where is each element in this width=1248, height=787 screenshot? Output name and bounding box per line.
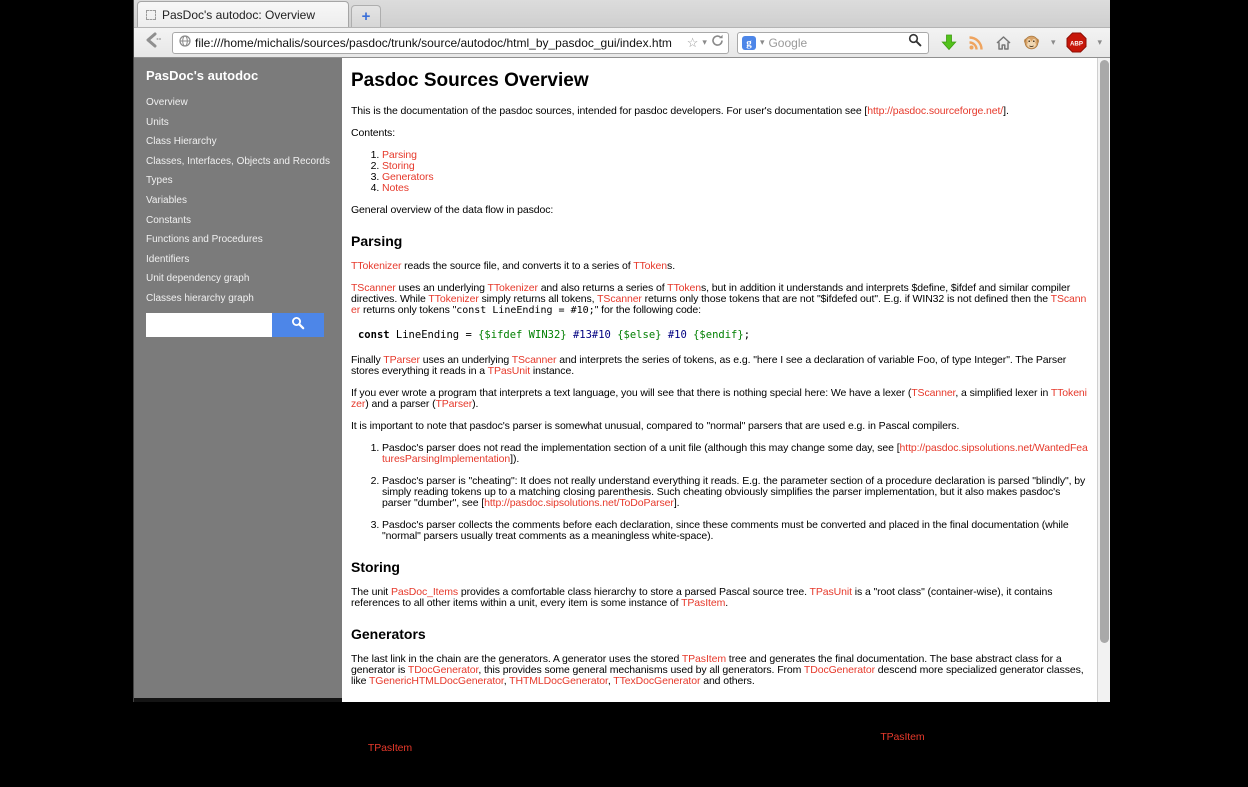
- list-item: [382, 150, 1089, 161]
- paragraph: [351, 261, 1089, 272]
- paragraph: [351, 205, 1089, 216]
- text-run: returns only those tokens that are not "$ifdefed out". E.g. if WIN32 is not defined then the: [641, 293, 1051, 305]
- section-heading: Generators: [350, 626, 426, 642]
- back-arrow-icon: [144, 31, 162, 54]
- doc-link[interactable]: Generators: [381, 171, 434, 183]
- paragraph: [351, 421, 1089, 432]
- doc-link[interactable]: THTMLDocGenerator: [509, 675, 608, 687]
- search-magnifier-icon[interactable]: [908, 33, 922, 52]
- paragraph: [351, 732, 1089, 754]
- text-run: ).: [472, 398, 479, 410]
- text-run: provides a comfortable class hierarchy to store a parsed Pascal source tree.: [458, 586, 810, 598]
- tab-pasdoc-autodoc[interactable]: [137, 1, 349, 27]
- sidebar-item-classes-interfaces-objects-and-records[interactable]: Classes, Interfaces, Objects and Records: [146, 155, 330, 167]
- new-tab-button[interactable]: [351, 5, 381, 27]
- document-content: [342, 58, 1097, 787]
- tab-bar: [134, 0, 1110, 28]
- text-run: uses an underlying: [395, 282, 488, 294]
- doc-link[interactable]: TPasItem: [681, 597, 726, 609]
- text-run: descend more specialized generator classes, like: [350, 664, 1084, 687]
- text-run: " for the following code:: [594, 304, 701, 316]
- text-run: and interprets the series of tokens, as e.g. "here I see a declaration of variable Foo, of type Integer". The Parser stores everything it reads in a: [350, 354, 1067, 377]
- code-token: const: [357, 329, 390, 341]
- code-block: [351, 327, 1089, 344]
- ordered-list: [351, 150, 1089, 194]
- list-item: [382, 172, 1089, 183]
- adblock-dropdown-icon[interactable]: ▾: [1097, 37, 1102, 47]
- sidebar-search-button[interactable]: [272, 313, 324, 337]
- text-run: The last link in the chain are the generators. A generator uses the stored: [350, 653, 682, 665]
- page-favicon-icon: [146, 10, 156, 20]
- doc-link[interactable]: TScanner: [350, 282, 396, 294]
- text-run: reads the source file, and converts it to a series of: [401, 260, 634, 272]
- text-run: uses an underlying: [419, 354, 512, 366]
- doc-link[interactable]: TToken: [633, 260, 668, 272]
- doc-link[interactable]: TPasItem: [681, 653, 726, 665]
- code-token: #10: [667, 329, 687, 341]
- browser-window: [133, 0, 1110, 787]
- page-title: Pasdoc Sources Overview: [350, 70, 589, 91]
- page-scrollbar[interactable]: [1097, 58, 1110, 702]
- page-viewport: [134, 58, 1110, 787]
- paragraph: [351, 388, 1089, 410]
- text-run: and others.: [700, 675, 755, 687]
- paragraph: [351, 765, 1089, 787]
- text-run: ].: [673, 497, 680, 509]
- text-run: ].: [1003, 105, 1009, 117]
- sidebar-item-classes-hierarchy-graph[interactable]: Classes hierarchy graph: [146, 292, 254, 304]
- section-heading: Storing: [350, 559, 400, 575]
- code-token: {$else}: [617, 329, 662, 341]
- text-run: .: [725, 597, 729, 609]
- doc-link[interactable]: TScanner: [350, 293, 1087, 316]
- engine-dropdown-icon[interactable]: ▾: [759, 37, 765, 47]
- sidebar-search-input[interactable]: [146, 313, 272, 337]
- text-run: , a simplified lexer in: [955, 387, 1051, 399]
- paragraph: [351, 128, 1089, 139]
- list-item: [382, 443, 1089, 465]
- text-run: It is important to note that pasdoc's parser is somewhat unusual, compared to "normal" parsers that are used e.g. in Pascal compilers.: [350, 420, 960, 432]
- sidebar-item-types[interactable]: Types: [146, 175, 173, 187]
- doc-link[interactable]: http://pasdoc.sourceforge.net/: [867, 105, 1004, 117]
- search-input[interactable]: Google: [768, 35, 808, 50]
- sidebar-item-class-hierarchy[interactable]: Class Hierarchy: [146, 136, 217, 148]
- text-run: ]).: [510, 453, 520, 465]
- sidebar-item-units[interactable]: Units: [146, 116, 169, 128]
- sidebar-title: PasDoc's autodoc: [146, 68, 259, 83]
- doc-link[interactable]: TParser: [383, 354, 420, 366]
- doc-link[interactable]: http://pasdoc.sipsolutions.net/ToDoParser: [484, 497, 674, 509]
- toolbar-icons: [941, 33, 1102, 53]
- text-run: simply returns all tokens,: [478, 293, 598, 305]
- scrollbar-thumb[interactable]: [1100, 60, 1109, 643]
- doc-link[interactable]: Notes: [381, 182, 409, 194]
- code-token: #13#10: [572, 329, 611, 341]
- doc-link[interactable]: PasDoc_Items: [390, 586, 459, 598]
- doc-link[interactable]: TTexDocGenerator: [613, 675, 701, 687]
- greasemonkey-icon[interactable]: [1023, 34, 1040, 51]
- doc-link[interactable]: Parsing: [381, 149, 417, 161]
- sidebar-item-identifiers[interactable]: Identifiers: [146, 253, 190, 265]
- text-run: Pasdoc's parser is "cheating": It does not really understand everything it reads. E.g. the parameter section of a procedure declaration is parsed "blindly", by simply reading tokens up to a matching closing parenthesis. Such cheating obviously simplifies the parser implementation, but it also makes pasdoc's parser "dumber", see [: [381, 475, 1086, 509]
- text-run: ,: [607, 675, 614, 687]
- navigation-toolbar: [134, 28, 1110, 58]
- url-bar[interactable]: [172, 32, 729, 54]
- svg-text:ABP: ABP: [1069, 40, 1084, 48]
- section-heading: Parsing: [350, 233, 403, 249]
- sidebar-item-unit-dependency-graph[interactable]: Unit dependency graph: [146, 273, 250, 285]
- doc-link[interactable]: TTokenizer: [350, 260, 402, 272]
- text-run: tree.: [412, 742, 436, 754]
- list-item: [382, 161, 1089, 172]
- reload-icon[interactable]: [711, 34, 724, 52]
- paragraph: [351, 106, 1089, 117]
- text-run: tree and generates the final documentation. The base abstract class for a generator is: [350, 653, 1062, 676]
- bookmark-star-icon[interactable]: ☆: [686, 35, 699, 50]
- text-run: The unit: [350, 586, 391, 598]
- greasemonkey-dropdown-icon[interactable]: ▾: [1050, 37, 1056, 47]
- list-item: [382, 183, 1089, 194]
- text-run: , this provides some general mechanisms used by all generators. From: [478, 664, 804, 676]
- doc-link[interactable]: TParser: [435, 398, 473, 410]
- globe-icon: [179, 34, 191, 52]
- text-run: So the parser cannot do any stupid thing like messing with some HTML-specific or LaTeX-specific issues of generating documentation. And the generator cannot deal with parsing Pascal source code.: [350, 764, 1081, 787]
- text-run: Pasdoc's parser collects the comments before each declaration, since these comments must be converted and placed in the final documentation (while "normal" parsers usually treat comments as a meaningless white-space).: [381, 519, 1069, 542]
- text-run: This is the documentation of the pasdoc sources, intended for pasdoc developers. For user's documentation see [: [350, 105, 868, 117]
- back-button[interactable]: [140, 31, 166, 55]
- doc-link[interactable]: TTokenizer: [487, 282, 538, 294]
- sidebar-item-functions-and-procedures[interactable]: Functions and Procedures: [146, 234, 263, 246]
- list-item: [382, 476, 1089, 509]
- text-run: Note that the parser and the generators do not communicate with each other directly. The parser stores things in the: [350, 731, 881, 743]
- text-run: is a "root class" (container-wise), it contains references to all other items within a unit, every item is some instance of: [350, 586, 1053, 609]
- text-run: General overview of the data flow in pasdoc:: [350, 204, 554, 216]
- text-run: If you ever wrote a program that interprets a text language, you will see that there is nothing special here: We have a lexer (: [350, 387, 912, 399]
- paragraph: [351, 355, 1089, 377]
- doc-link[interactable]: TTokenizer: [428, 293, 479, 305]
- paragraph: [351, 587, 1089, 609]
- text-run: instance.: [530, 365, 575, 377]
- code-token: ;: [743, 329, 751, 341]
- paragraph: [351, 654, 1089, 687]
- search-bar[interactable]: [737, 32, 929, 54]
- doc-link[interactable]: http://pasdoc.sipsolutions.net/WantedFeaturesParsingImplementation: [381, 442, 1088, 465]
- text-run: Contents:: [350, 127, 396, 139]
- code-token: {$endif}: [693, 329, 744, 341]
- doc-link[interactable]: TDocGenerator: [803, 664, 875, 676]
- text-run: and also returns a series of: [537, 282, 668, 294]
- doc-link[interactable]: TPasUnit: [487, 365, 531, 377]
- text-run: const LineEnding = #10;: [456, 305, 595, 316]
- sidebar-nav: [134, 96, 342, 305]
- list-item: [382, 520, 1089, 542]
- doc-link[interactable]: TScanner: [597, 293, 642, 305]
- doc-link[interactable]: TScanner: [511, 354, 557, 366]
- doc-link[interactable]: TToken: [667, 282, 702, 294]
- text-run: Finally: [350, 354, 384, 366]
- tab-title: PasDoc's autodoc: Overview: [162, 7, 316, 22]
- magnifier-icon: [291, 316, 305, 333]
- sidebar: [134, 58, 342, 702]
- rss-icon[interactable]: [968, 35, 984, 51]
- sidebar-item-constants[interactable]: Constants: [146, 214, 192, 226]
- sidebar-item-variables[interactable]: Variables: [146, 194, 187, 206]
- url-text[interactable]: file:///home/michalis/sources/pasdoc/trunk/source/autodoc/html_by_pasdoc_gui/index.htm: [195, 35, 672, 50]
- text-run: Pasdoc's parser does not read the implementation section of a unit file (although this may change some day, see [: [381, 442, 900, 454]
- ordered-list: [351, 443, 1089, 542]
- google-engine-icon[interactable]: g: [742, 36, 756, 50]
- text-run: s.: [667, 260, 676, 272]
- doc-link[interactable]: TScanner: [911, 387, 956, 399]
- doc-link[interactable]: Storing: [381, 160, 415, 172]
- doc-link[interactable]: TGenericHTMLDocGenerator: [368, 675, 504, 687]
- home-icon[interactable]: [995, 35, 1012, 51]
- sidebar-search: [146, 313, 342, 337]
- code-token: {$ifdef WIN32}: [478, 329, 567, 341]
- text-run: ,: [503, 675, 510, 687]
- download-icon[interactable]: [941, 34, 957, 51]
- text-run: ) and a parser (: [365, 398, 436, 410]
- sidebar-item-overview[interactable]: Overview: [146, 97, 188, 108]
- text-run: tree. Generators read and process the: [350, 731, 1085, 754]
- doc-link[interactable]: TPasUnit: [809, 586, 852, 598]
- code-token: LineEnding =: [389, 329, 479, 341]
- adblock-plus-icon[interactable]: [1066, 33, 1086, 53]
- section-heading: Notes: [350, 704, 390, 720]
- text-run: returns only tokens ": [360, 304, 457, 316]
- doc-link[interactable]: TPasItem: [880, 731, 925, 743]
- text-run: s, but in addition it understands and interprets $define, $ifdef and similar compiler directives. While: [350, 282, 1071, 305]
- doc-link[interactable]: TDocGenerator: [407, 664, 479, 676]
- paragraph: [351, 283, 1089, 316]
- plus-icon: +: [361, 8, 371, 25]
- url-dropdown-icon[interactable]: ▾: [702, 37, 707, 47]
- doc-link[interactable]: TPasItem: [367, 742, 413, 754]
- doc-link[interactable]: TTokenizer: [350, 387, 1087, 410]
